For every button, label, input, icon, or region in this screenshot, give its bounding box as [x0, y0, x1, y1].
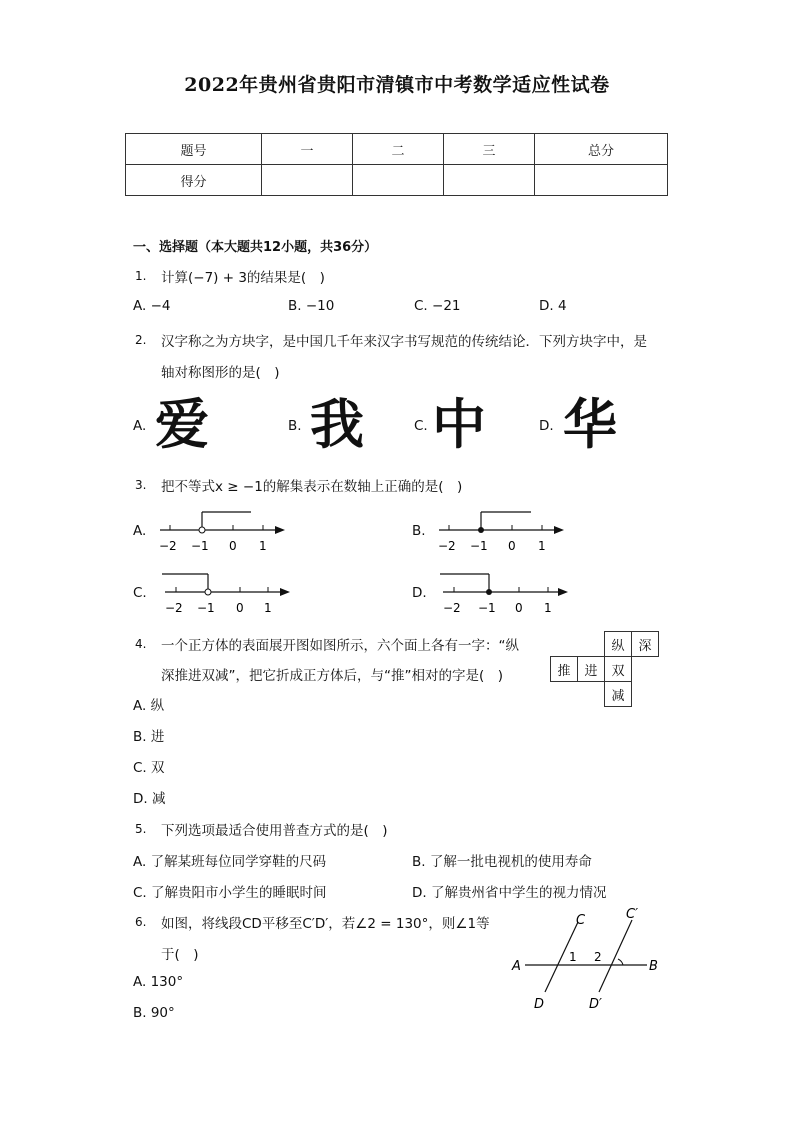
table-header-cell: 一 — [262, 134, 353, 165]
point-label-d: D — [534, 997, 545, 1012]
tick-label: 1 — [544, 601, 552, 615]
point-label-d-prime: D′ — [589, 997, 602, 1012]
option-c: C. 双 — [133, 760, 165, 776]
tick-label: −2 — [438, 539, 456, 553]
question-number: 5. — [135, 822, 147, 836]
net-face: 纵 — [605, 632, 632, 657]
tick-label: −1 — [197, 601, 215, 615]
cube-net — [550, 631, 659, 707]
point-label-c-prime: C′ — [626, 907, 639, 922]
tick-label: −1 — [470, 539, 488, 553]
point-label-c: C — [576, 913, 586, 928]
point-label-a: A — [512, 959, 521, 974]
table-header-cell: 二 — [353, 134, 444, 165]
net-face: 进 — [578, 657, 605, 682]
score-cell[interactable] — [353, 165, 444, 196]
option-d-label: D. — [412, 585, 427, 601]
translation-figure — [505, 900, 670, 1015]
score-table — [125, 133, 668, 196]
tick-label: 0 — [515, 601, 523, 615]
table-header-cell: 三 — [444, 134, 535, 165]
tick-label: −2 — [165, 601, 183, 615]
angle-label-2: 2 — [594, 950, 602, 964]
question-number: 1. — [135, 269, 147, 283]
question-text-line2: 轴对称图形的是( ) — [161, 365, 280, 381]
question-number: 4. — [135, 637, 147, 651]
option-b: B. 90° — [133, 1005, 175, 1021]
option-c: C. 了解贵阳市小学生的睡眠时间 — [133, 885, 327, 901]
option-d: D. 4 — [539, 298, 567, 314]
question-text-line2: 于( ) — [161, 947, 199, 963]
table-row-label: 得分 — [126, 165, 262, 196]
question-number: 2. — [135, 333, 147, 347]
number-line-a — [155, 505, 290, 555]
net-face: 深 — [632, 632, 659, 657]
table-header-cell: 总分 — [535, 134, 668, 165]
question-text-line2: 深推进双减”，把它折成正方体后，与“推”相对的字是( ) — [161, 668, 504, 684]
option-d: D. 减 — [133, 791, 166, 807]
question-text-line1: 如图，将线段CD平移至C′D′，若∠2 = 130°，则∠1等 — [161, 916, 490, 932]
tick-label: 1 — [259, 539, 267, 553]
question-text-line1: 一个正方体的表面展开图如图所示，六个面上各有一字：“纵 — [161, 638, 519, 654]
character-image-d: 华 — [563, 393, 617, 456]
tick-label: 1 — [264, 601, 272, 615]
tick-label: 0 — [236, 601, 244, 615]
score-cell[interactable] — [262, 165, 353, 196]
table-header-cell: 题号 — [126, 134, 262, 165]
option-c: C. −21 — [414, 298, 461, 314]
number-line-c — [160, 567, 295, 617]
number-line-b — [434, 505, 569, 555]
option-a: A. 纵 — [133, 698, 165, 714]
option-b-label: B. — [288, 418, 302, 434]
option-c-label: C. — [414, 418, 428, 434]
page-title: 2022年贵州省贵阳市清镇市中考数学适应性试卷 — [184, 74, 610, 96]
net-face: 双 — [605, 657, 632, 682]
tick-label: −2 — [159, 539, 177, 553]
number-line-d — [438, 567, 573, 617]
option-a: A. −4 — [133, 298, 171, 314]
section-heading: 一、选择题（本大题共12小题，共36分） — [133, 240, 378, 255]
option-a: A. 了解某班每位同学穿鞋的尺码 — [133, 854, 327, 870]
character-image-c: 中 — [432, 393, 486, 456]
tick-label: 0 — [508, 539, 516, 553]
character-image-b: 我 — [310, 393, 364, 456]
option-b-label: B. — [412, 523, 426, 539]
point-label-b: B — [649, 959, 658, 974]
question-text: 把不等式x ≥ −1的解集表示在数轴上正确的是( ) — [161, 479, 463, 495]
tick-label: −1 — [191, 539, 209, 553]
character-image-a: 爱 — [155, 393, 209, 456]
tick-label: 0 — [229, 539, 237, 553]
option-b: B. −10 — [288, 298, 335, 314]
option-c-label: C. — [133, 585, 147, 601]
question-number: 6. — [135, 915, 147, 929]
score-cell[interactable] — [444, 165, 535, 196]
option-a: A. 130° — [133, 974, 184, 990]
tick-label: 1 — [538, 539, 546, 553]
tick-label: −2 — [443, 601, 461, 615]
net-face: 减 — [605, 682, 632, 707]
option-d: D. 了解贵州省中学生的视力情况 — [412, 885, 607, 901]
net-face: 推 — [551, 657, 578, 682]
score-cell[interactable] — [535, 165, 668, 196]
option-b: B. 进 — [133, 729, 165, 745]
question-text: 计算(−7) + 3的结果是( ) — [161, 270, 325, 286]
question-text-line1: 汉字称之为方块字，是中国几千年来汉字书写规范的传统结论．下列方块字中，是 — [161, 334, 647, 350]
table-row — [126, 165, 668, 196]
angle-label-1: 1 — [569, 950, 577, 964]
option-d-label: D. — [539, 418, 554, 434]
question-text: 下列选项最适合使用普查方式的是( ) — [161, 823, 388, 839]
option-a-label: A. — [133, 418, 147, 434]
table-row — [126, 134, 668, 165]
tick-label: −1 — [478, 601, 496, 615]
option-a-label: A. — [133, 523, 147, 539]
question-number: 3. — [135, 478, 147, 492]
option-b: B. 了解一批电视机的使用寿命 — [412, 854, 592, 870]
